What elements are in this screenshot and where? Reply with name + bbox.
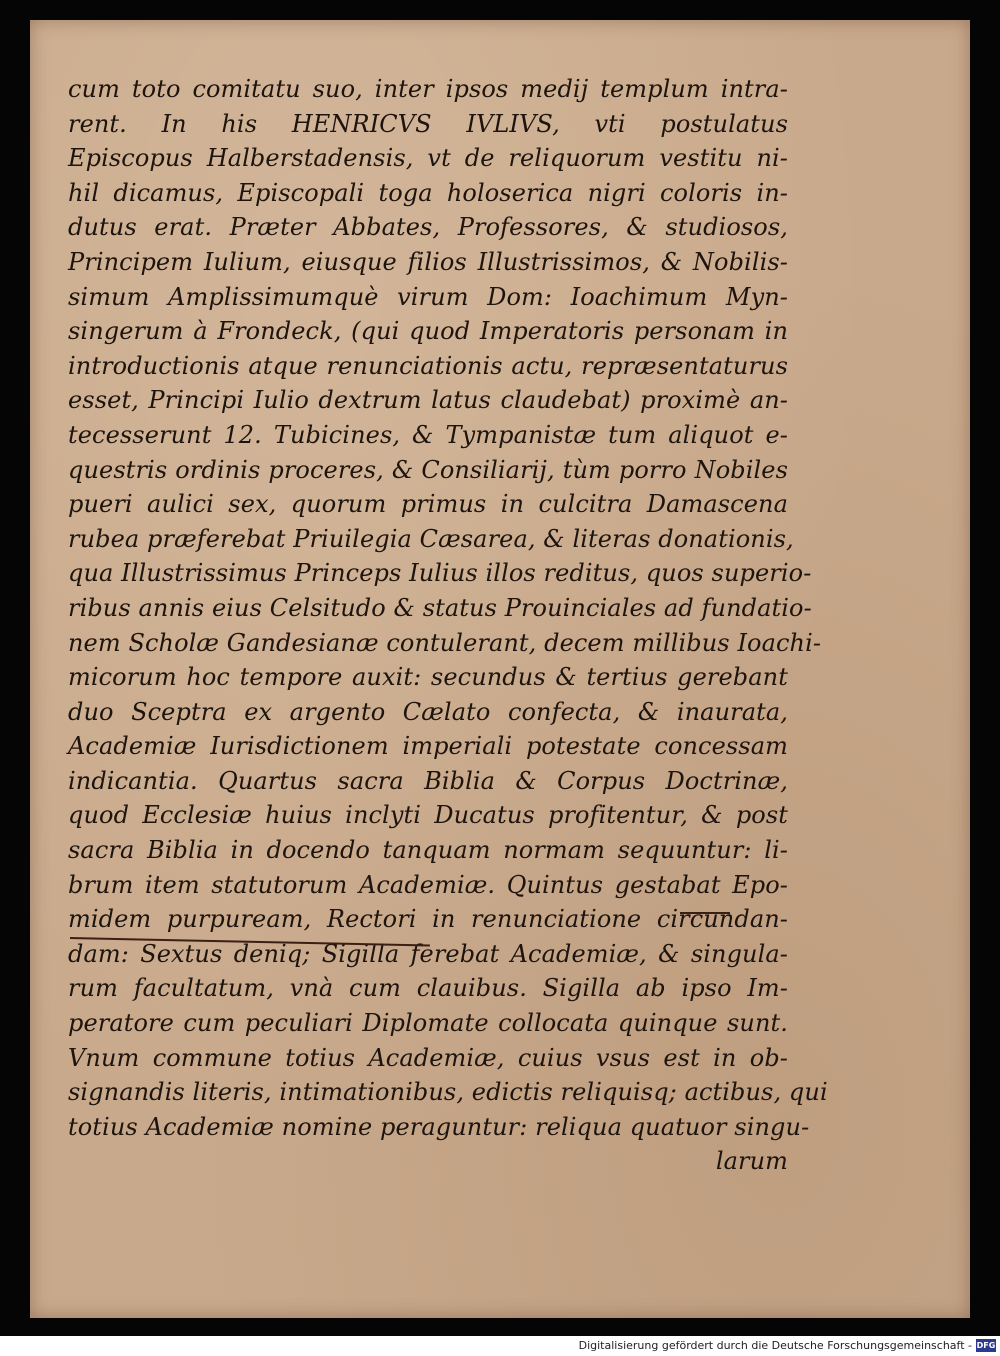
text-line: Vnum commune totius Academiæ, cuius vsus est in ob- <box>68 1043 788 1072</box>
catchword: larum <box>715 1147 788 1176</box>
text-line: Episcopus Halberstadensis, vt de reliquorum vestitu ni- <box>68 144 788 173</box>
text-line: Academiæ Iurisdictionem imperiali potestate concessam <box>68 732 788 761</box>
text-line: qua Illustrissimus Princeps Iulius illos reditus, quos superio- <box>68 559 812 588</box>
text-line: micorum hoc tempore auxit: secundus & tertius gerebant <box>68 663 788 692</box>
body-text <box>68 72 828 1179</box>
text-line: ribus annis eius Celsitudo & status Prouinciales ad fundatio- <box>68 593 812 622</box>
text-line: simum Amplissimumquè virum Dom: Ioachimum Myn- <box>68 282 788 311</box>
text-line: singerum à Frondeck, (qui quod Imperatoris personam in <box>68 317 788 346</box>
text-line: brum item statutorum Academiæ. Quintus gestabat Epo- <box>68 870 788 899</box>
text-line: dutus erat. Præter Abbates, Professores, & studiosos, <box>68 213 788 242</box>
text-line: pueri aulici sex, quorum primus in culcitra Damascena <box>68 490 788 519</box>
text-line: introductionis atque renunciationis actu, repræsentaturus <box>68 351 788 380</box>
text-line: duo Sceptra ex argento Cælato confecta, & inaurata, <box>68 697 788 726</box>
text-line: cum toto comitatu suo, inter ipsos medij templum intra- <box>68 75 788 103</box>
text-line: questris ordinis proceres, & Consiliarij, tùm porro Nobiles <box>68 455 788 484</box>
text-line: sacra Biblia in docendo tanquam normam sequuntur: li- <box>68 836 788 865</box>
document-page <box>30 20 970 1318</box>
text-line: peratore cum peculiari Diplomate collocata quinque sunt. <box>68 1009 788 1038</box>
text-line: indicantia. Quartus sacra Biblia & Corpus Doctrinæ, <box>68 766 788 795</box>
text-line: midem purpuream, Rectori in renunciatione circundan- <box>68 905 788 934</box>
dfg-credit: Digitalisierung gefördert durch die Deutsche Forschungsgemeinschaft - <box>578 1339 972 1352</box>
text-line: nem Scholæ Gandesianæ contulerant, decem millibus Ioachi- <box>68 628 822 657</box>
text-line: Principem Iulium, eiusque filios Illustrissimos, & Nobilis- <box>68 247 788 276</box>
text-line: hil dicamus, Episcopali toga holoserica nigri coloris in- <box>68 178 788 207</box>
text-line: totius Academiæ nomine peraguntur: reliqua quatuor singu- <box>68 1112 810 1141</box>
text-line: rum facultatum, vnà cum clauibus. Sigilla ab ipso Im- <box>68 974 788 1003</box>
handwritten-underline-short <box>680 912 730 914</box>
text-line: quod Ecclesiæ huius inclyti Ducatus profitentur, & post <box>68 801 788 830</box>
text-line: dam: Sextus deniq; Sigilla ferebat Academiæ, & singula- <box>68 939 788 968</box>
text-line: esset, Principi Iulio dextrum latus claudebat) proximè an- <box>68 386 788 415</box>
dfg-logo-icon: DFG <box>976 1341 996 1350</box>
text-line: tecesserunt 12. Tubicines, & Tympanistæ tum aliquot e- <box>68 420 788 449</box>
text-line: signandis literis, intimationibus, edictis reliquisq; actibus, qui <box>68 1078 828 1107</box>
text-line: rent. In his HENRICVS IVLIVS, vti postulatus <box>68 109 788 138</box>
text-line: rubea præferebat Priuilegia Cæsarea, & literas donationis, <box>68 524 794 553</box>
footer-bar <box>0 1336 1000 1356</box>
